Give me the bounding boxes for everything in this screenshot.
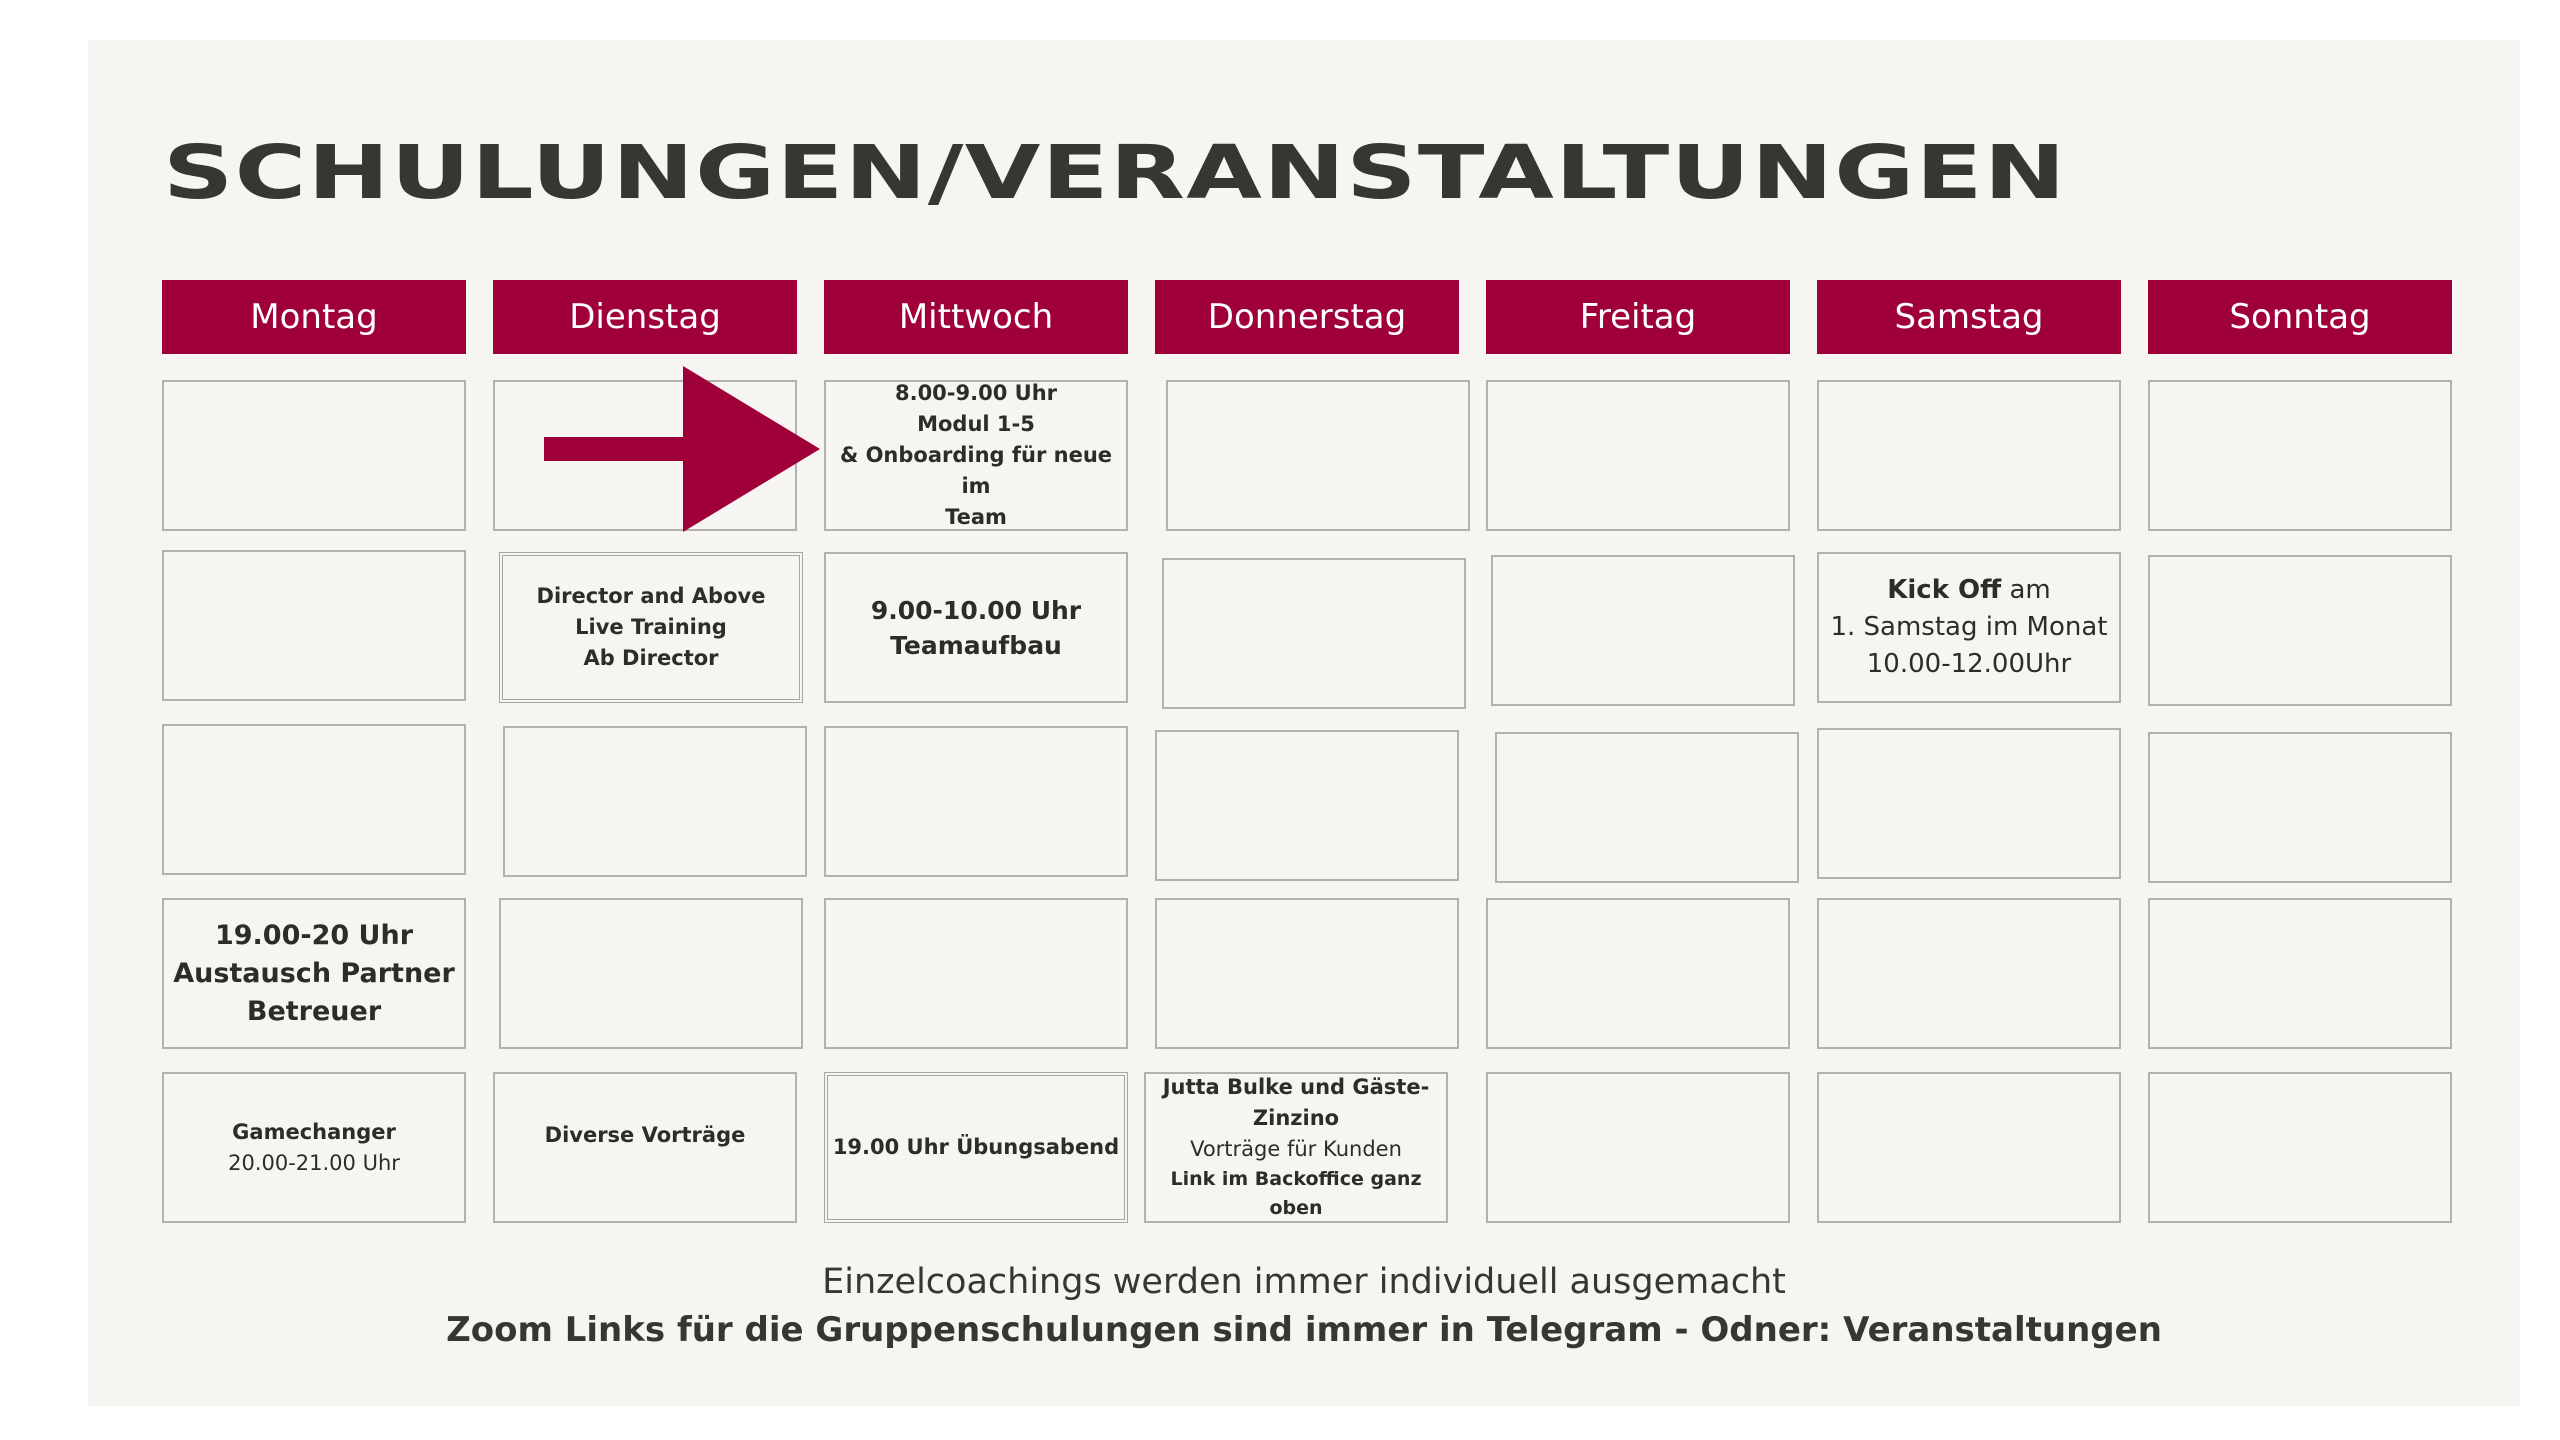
schedule-cell-sonntag-3 — [2148, 732, 2452, 883]
event-title: 19.00 Uhr Übungsabend — [832, 1135, 1120, 1159]
schedule-cell-freitag-4 — [1486, 898, 1790, 1049]
event-title: Zinzino — [1252, 1106, 1340, 1130]
page-title: SCHULUNGEN/VERANSTALTUNGEN — [163, 130, 2067, 216]
schedule-cell-montag-1 — [162, 380, 466, 531]
event-detail: Ab Director — [583, 646, 719, 670]
schedule-cell-samstag-3 — [1817, 728, 2121, 879]
schedule-cell-montag-2 — [162, 550, 466, 701]
schedule-cell-dienstag-5 — [493, 1072, 797, 1223]
schedule-cell-mittwoch-2 — [824, 552, 1128, 703]
event-time: 8.00-9.00 Uhr — [894, 381, 1057, 405]
event-title: Teamaufbau — [890, 630, 1062, 660]
schedule-cell-montag-5 — [162, 1072, 466, 1223]
schedule-cell-samstag-5 — [1817, 1072, 2121, 1223]
schedule-cell-samstag-2 — [1817, 552, 2121, 703]
schedule-cell-sonntag-2 — [2148, 555, 2452, 706]
event-detail: Team — [945, 505, 1007, 529]
schedule-cell-samstag-1 — [1817, 380, 2121, 531]
schedule-cell-freitag-1 — [1486, 380, 1790, 531]
schedule-slide — [88, 40, 2520, 1406]
day-header-donnerstag: Donnerstag — [1155, 280, 1459, 354]
schedule-cell-montag-3 — [162, 724, 466, 875]
event-detail: 1. Samstag im Monat — [1830, 612, 2108, 642]
event-time: 10.00-12.00Uhr — [1866, 649, 2072, 679]
schedule-cell-dienstag-2 — [499, 552, 803, 703]
schedule-cell-samstag-4 — [1817, 898, 2121, 1049]
event-time: 20.00-21.00 Uhr — [228, 1150, 400, 1175]
event-detail: Live Training — [575, 615, 727, 639]
schedule-cell-mittwoch-4 — [824, 898, 1128, 1049]
right-arrow-icon — [544, 366, 820, 532]
day-header-freitag: Freitag — [1486, 280, 1790, 354]
schedule-cell-donnerstag-3 — [1155, 730, 1459, 881]
schedule-cell-donnerstag-2 — [1162, 558, 1466, 709]
schedule-cell-donnerstag-1 — [1166, 380, 1470, 531]
event-time: 9.00-10.00 Uhr — [870, 595, 1082, 625]
schedule-cell-freitag-3 — [1495, 732, 1799, 883]
schedule-cell-dienstag-4 — [499, 898, 803, 1049]
day-header-dienstag: Dienstag — [493, 280, 797, 354]
day-header-montag: Montag — [162, 280, 466, 354]
schedule-cell-freitag-5 — [1486, 1072, 1790, 1223]
schedule-cell-sonntag-4 — [2148, 898, 2452, 1049]
event-title-rest: am — [2001, 575, 2051, 605]
schedule-cell-donnerstag-4 — [1155, 898, 1459, 1049]
event-title: Modul 1-5 — [917, 412, 1035, 436]
event-title: Jutta Bulke und Gäste- — [1162, 1075, 1430, 1099]
footer-note: Einzelcoachings werden immer individuell ausgemacht — [822, 1262, 1786, 1302]
schedule-cell-mittwoch-1 — [824, 380, 1128, 531]
event-title-bold: Kick Off — [1887, 575, 2002, 605]
schedule-cell-mittwoch-5 — [824, 1072, 1128, 1223]
event-detail: & Onboarding für neue im — [839, 443, 1113, 498]
schedule-cell-montag-4 — [162, 898, 466, 1049]
schedule-cell-dienstag-3 — [503, 726, 807, 877]
schedule-cell-mittwoch-3 — [824, 726, 1128, 877]
event-title — [1887, 572, 2051, 609]
schedule-cell-sonntag-5 — [2148, 1072, 2452, 1223]
schedule-cell-freitag-2 — [1491, 555, 1795, 706]
event-time: 19.00-20 Uhr — [214, 919, 414, 951]
event-title: Director and Above — [536, 584, 766, 608]
event-title: Gamechanger — [232, 1119, 396, 1144]
event-link-note: Link im Backoffice ganz oben — [1170, 1168, 1422, 1219]
day-header-samstag: Samstag — [1817, 280, 2121, 354]
schedule-cell-sonntag-1 — [2148, 380, 2452, 531]
schedule-cell-donnerstag-5 — [1144, 1072, 1448, 1223]
event-detail: Vorträge für Kunden — [1190, 1137, 1402, 1161]
day-header-sonntag: Sonntag — [2148, 280, 2452, 354]
footer-zoom-note: Zoom Links für die Gruppenschulungen sind immer in Telegram - Odner: Veranstaltungen — [446, 1310, 2162, 1350]
event-title: Austausch Partner — [173, 957, 455, 989]
event-detail: Betreuer — [246, 995, 382, 1027]
event-title: Diverse Vorträge — [544, 1123, 746, 1147]
day-header-mittwoch: Mittwoch — [824, 280, 1128, 354]
